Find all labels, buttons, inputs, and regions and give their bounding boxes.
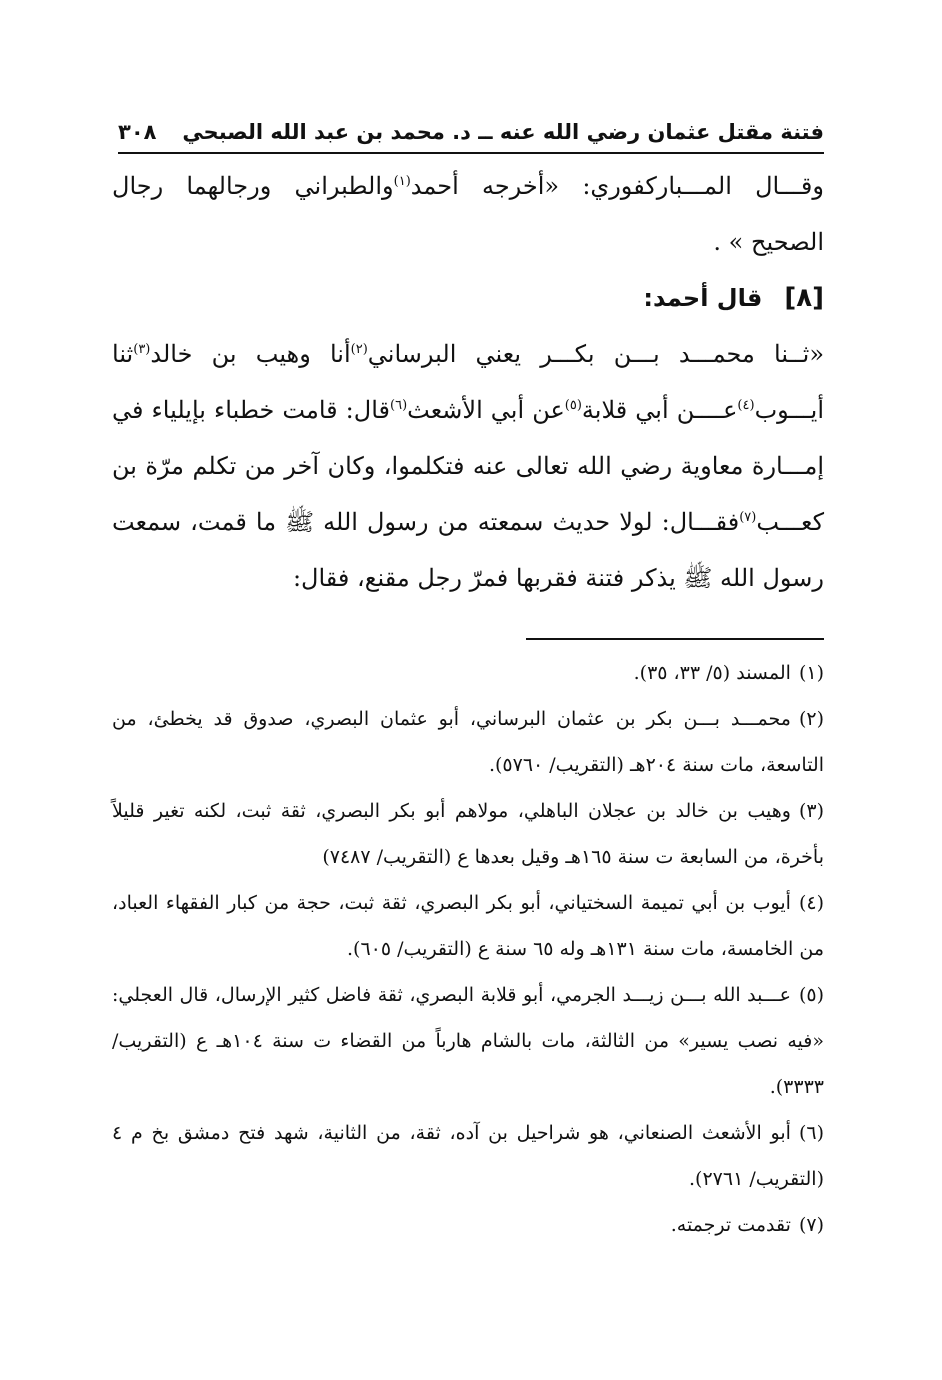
hadith-text-2: أنا وهيب بن خالد: [150, 340, 351, 368]
footnote-ref-7: (٧): [739, 510, 757, 525]
page-number: ٣٠٨: [118, 120, 157, 144]
hadith-number: [٨]: [784, 283, 824, 313]
footnote-item: [112, 880, 824, 972]
footnote-item: [112, 696, 824, 788]
footnote-ref-6: (٦): [390, 398, 408, 413]
footnote-number: (٢): [798, 708, 824, 730]
hadith-text-6: قال: قامت خطباء بإيلياء في إمـــارة معاوية رضي الله تعالى عنه فتكلموا، وكان آخر من تكلم مرّة بن كعـــب: [112, 396, 824, 536]
footnote-number: (٧): [798, 1214, 824, 1236]
header-rule: [118, 152, 824, 154]
footnote-item: [112, 1202, 824, 1248]
footnote-number: (٤): [798, 892, 824, 914]
footnote-ref-5: (٥): [564, 398, 582, 413]
footnote-item: [112, 1110, 824, 1202]
header-title: فتنة مقتل عثمان رضي الله عنه ــ د. محمد بن عبد الله الصبحي: [182, 120, 824, 144]
hadith-text-1: «ثــنا محمـــد بـــن بكـــر يعني البرساني: [367, 340, 824, 368]
footnote-number: (٦): [798, 1122, 824, 1144]
hadith-text-4: عــــن أبي قلابة: [581, 396, 738, 424]
hadith-heading: [112, 270, 824, 326]
footnote-text: محمـــد بـــن بكر بن عثمان البرساني، أبو عثمان البصري، صدوق قد يخطئ، من التاسعة، مات سنة ٢٠٤هـ (التقريب/ ٥٧٦٠).: [112, 708, 824, 776]
footnote-ref-4: (٤): [737, 398, 755, 413]
hadith-heading-label: قال أحمد:: [643, 284, 763, 312]
main-text: [112, 158, 824, 606]
footnote-number: (١): [798, 662, 824, 684]
footnote-item: [112, 650, 824, 696]
footnotes: [112, 650, 824, 1248]
footnote-rule: [526, 638, 824, 640]
intro-text-1: وقـــال المـــباركفوري: «أخرجه أحمد: [410, 172, 824, 200]
footnote-number: (٣): [798, 800, 824, 822]
footnote-text: تقدمت ترجمته.: [670, 1214, 791, 1236]
footnote-item: [112, 788, 824, 880]
footnote-ref-1: (١): [393, 174, 411, 189]
footnote-text: أيوب بن أبي تميمة السختياني، أبو بكر البصري، ثقة ثبت، حجة من كبار الفقهاء العباد، من الخامسة، مات سنة ١٣١هـ وله ٦٥ سنة ع (التقريب/ ٦٠٥).: [112, 892, 824, 960]
hadith-text-5: عن أبي الأشعث: [407, 396, 565, 424]
intro-text-2: والطبراني ورجالهما رجال الصحيح » .: [112, 172, 824, 256]
footnote-text: المسند (٥/ ٣٣، ٣٥).: [633, 662, 791, 684]
footnote-ref-3: (٣): [133, 342, 151, 357]
footnote-number: (٥): [798, 984, 824, 1006]
intro-paragraph: [112, 158, 824, 270]
footnote-ref-2: (٢): [350, 342, 368, 357]
hadith-text-7: فقـــال: لولا حديث سمعته من رسول الله ﷺ ما قمت، سمعت رسول الله ﷺ يذكر فتنة فقربها فمرّ رجل مقنع، فقال:: [112, 508, 824, 592]
footnote-text: عـــبد الله بـــن زيـــد الجرمي، أبو قلابة البصري، ثقة فاضل كثير الإرسال، قال العجلي: «فيه نصب يسير» من الثالثة، مات بالشام هارباً من القضاء ت سنة ١٠٤هـ ع (التقريب/ ٣٣٣٣).: [112, 984, 824, 1098]
hadith-text-3: ثنا أيـــوب: [112, 340, 824, 424]
footnote-item: [112, 972, 824, 1110]
running-header: [118, 112, 824, 152]
footnote-text: أبو الأشعث الصنعاني، هو شراحيل بن آده، ثقة، من الثانية، شهد فتح دمشق بخ م ٤ (التقريب/ ٢٧٦١).: [112, 1122, 824, 1190]
footnote-text: وهيب بن خالد بن عجلان الباهلي، مولاهم أبو بكر البصري، ثقة ثبت، لكنه تغير قليلاً بأخرة، من السابعة ت سنة ١٦٥هـ وقيل بعدها ع (التقريب/ ٧٤٨٧): [112, 800, 824, 868]
hadith-paragraph: [112, 326, 824, 606]
